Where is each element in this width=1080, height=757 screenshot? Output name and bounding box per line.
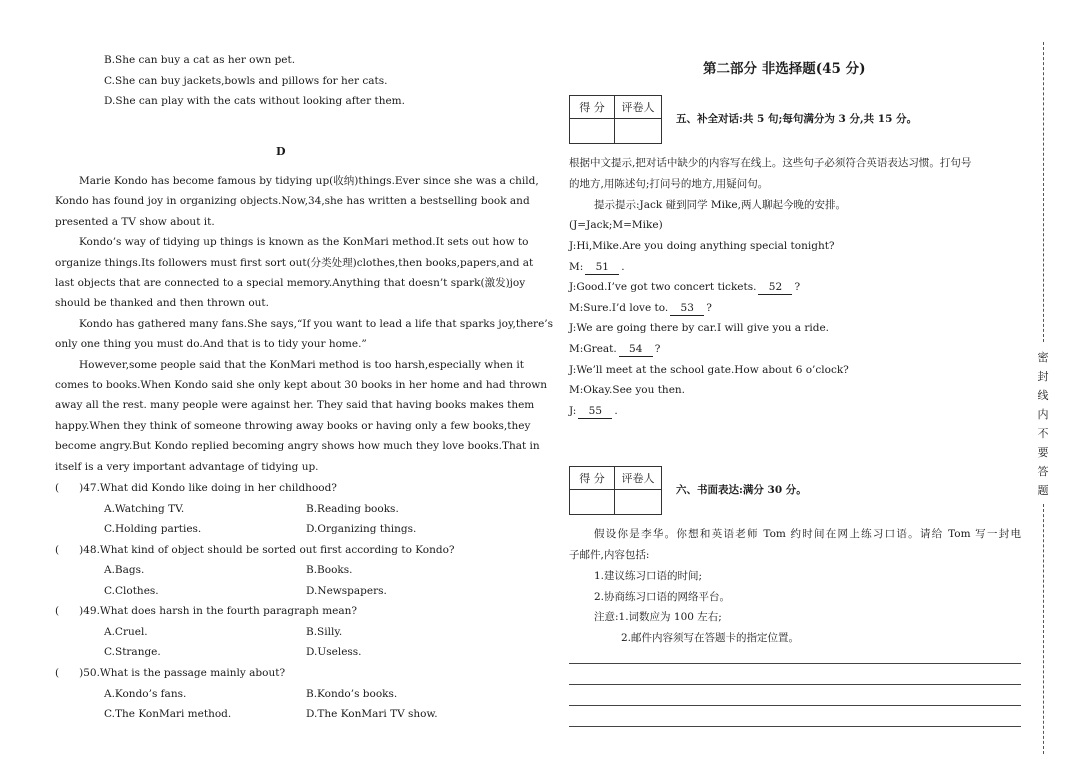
dialogue-line	[569, 239, 835, 253]
passage-section-letter: D	[276, 145, 286, 158]
answer-option[interactable]: D.Organizing things.	[306, 523, 417, 535]
seal-notice-char: 答	[1037, 465, 1049, 478]
section-6-body-line-1: 假设你是李华。你想和英语老师 Tom 约时间在网上练习口语。请给 Tom 写一封电	[594, 528, 1021, 540]
option-text: D.She can play with the cats without looking after them.	[104, 95, 405, 107]
section-6-point-1: 1.建议练习口语的时间;	[594, 570, 703, 582]
question-text: What is the passage mainly about?	[99, 667, 286, 680]
dialogue-punct: ?	[654, 343, 661, 355]
option-text: C.She can buy jackets,bowls and pillows for her cats.	[104, 74, 388, 87]
dialogue-text: J:Hi,Mike.Are you doing anything special tonight?	[569, 240, 835, 252]
dialogue-line	[569, 383, 685, 397]
passage-line: comes to books.When Kondo said she only kept about 30 books in her home and had thrown	[55, 379, 548, 391]
answer-bracket[interactable]: ( )48.	[55, 543, 100, 556]
dialogue-text: M:Sure.I’d love to.	[569, 301, 669, 314]
answer-blank[interactable]: 52	[758, 280, 792, 295]
dialogue-line	[569, 301, 712, 316]
seal-notice-char: 封	[1037, 370, 1049, 383]
dialogue-text: J:We are going there by car.I will give you a ride.	[569, 322, 830, 335]
dialogue-line	[569, 321, 829, 335]
dialogue-line	[569, 260, 625, 275]
section-6-note-1: 注意:1.词数应为 100 左右;	[594, 611, 722, 623]
question-stem	[55, 481, 337, 495]
grader-label: 评卷人	[615, 467, 662, 490]
answer-option[interactable]: C.Holding parties.	[104, 523, 202, 535]
answer-option[interactable]: C.Strange.	[104, 646, 161, 659]
question-stem	[55, 543, 455, 557]
question-text: What did Kondo like doing in her childhood?	[99, 482, 337, 494]
section-5-hint: 提示提示:Jack 碰到同学 Mike,两人聊起今晚的安排。	[594, 199, 846, 211]
section-6-note-2: 2.邮件内容须写在答题卡的指定位置。	[621, 632, 800, 644]
passage-line: only one thing you must do.And that is to tidy your home.”	[55, 338, 367, 351]
section-5-roles: (J=Jack;M=Mike)	[569, 219, 663, 231]
dialogue-text: M:	[569, 260, 584, 273]
passage-line: However,some people said that the KonMari method is too harsh,especially when it	[79, 358, 524, 371]
seal-line-top	[1043, 42, 1044, 342]
section-6-title: 六、书面表达:满分 30 分。	[676, 484, 807, 496]
seal-notice-char: 题	[1037, 484, 1049, 497]
dialogue-punct: .	[614, 404, 618, 417]
answer-option[interactable]: C.Clothes.	[104, 584, 159, 597]
passage-line: away all the rest. many people were against her. They said that having books makes them	[55, 399, 535, 412]
section-6-point-2: 2.协商练习口语的网络平台。	[594, 591, 731, 603]
grader-field[interactable]	[615, 490, 662, 515]
answer-blank[interactable]: 53	[670, 301, 704, 316]
answer-option[interactable]: D.Useless.	[306, 646, 362, 659]
seal-notice-char: 不	[1037, 427, 1049, 440]
dialogue-punct: .	[621, 260, 625, 273]
passage-line: presented a TV show about it.	[55, 215, 215, 228]
passage-line: organize things.Its followers must first sort out(分类处理)clothes,then books,papers,and at	[55, 256, 534, 269]
passage-line: Marie Kondo has become famous by tidying up(收纳)things.Ever since she was a child,	[79, 175, 539, 187]
answer-bracket[interactable]: ( )47.	[55, 482, 100, 494]
passage-line: Kondo has found joy in organizing objects.Now,34,she has written a bestselling book and	[55, 195, 530, 208]
dialogue-punct: ?	[706, 301, 712, 314]
answer-option[interactable]: B.Books.	[306, 564, 353, 577]
answer-option[interactable]: D.The KonMari TV show.	[306, 708, 438, 721]
question-text: What kind of object should be sorted out first according to Kondo?	[99, 543, 455, 556]
dialogue-text: J:	[569, 404, 577, 417]
answer-option[interactable]: A.Cruel.	[104, 625, 148, 638]
seal-notice-char: 内	[1037, 408, 1049, 421]
section-6-body-line-2: 子邮件,内容包括:	[569, 549, 650, 561]
seal-notice-char: 线	[1037, 389, 1049, 402]
answer-option[interactable]: C.The KonMari method.	[104, 708, 232, 721]
question-stem	[55, 666, 285, 680]
answer-option[interactable]: A.Bags.	[104, 564, 145, 577]
score-label: 得 分	[570, 96, 615, 119]
answer-blank[interactable]: 55	[578, 404, 612, 419]
writing-line[interactable]	[569, 705, 1021, 706]
section-5-instruction-line-1: 根据中文提示,把对话中缺少的内容写在线上。这些句子必须符合英语表达习惯。打句号	[569, 157, 972, 169]
answer-blank[interactable]: 51	[585, 260, 619, 275]
answer-bracket[interactable]: ( )50.	[55, 667, 100, 680]
passage-line: last objects that are connected to a special memory.Anything that doesn’t spark(激发)joy	[55, 277, 526, 289]
grader-label: 评卷人	[615, 96, 662, 119]
dialogue-punct: ?	[794, 281, 801, 294]
score-field[interactable]	[570, 119, 615, 144]
seal-notice-char: 要	[1037, 446, 1049, 459]
passage-line: itself is a very important advantage of tidying up.	[55, 460, 319, 473]
score-field[interactable]	[570, 490, 615, 515]
dialogue-text: M:Great.	[569, 343, 617, 355]
passage-line: happy.When they think of someone throwing away books or having only a few books,they	[55, 419, 531, 432]
section-5-title: 五、补全对话:共 5 句;每句满分为 3 分,共 15 分。	[676, 113, 918, 125]
seal-line-bottom	[1043, 504, 1044, 754]
part-two-title: 第二部分 非选择题(45 分)	[703, 61, 866, 77]
answer-bracket[interactable]: ( )49.	[55, 605, 100, 618]
answer-option[interactable]: B.Reading books.	[306, 502, 399, 515]
writing-line[interactable]	[569, 684, 1021, 685]
question-stem	[55, 604, 357, 618]
dialogue-text: M:Okay.See you then.	[569, 384, 686, 397]
answer-blank[interactable]: 54	[619, 342, 653, 357]
writing-line[interactable]	[569, 663, 1021, 664]
section-5-instruction-line-2: 的地方,用陈述句;打问号的地方,用疑问句。	[569, 178, 769, 190]
answer-option[interactable]: A.Watching TV.	[104, 502, 185, 515]
question-text: What does harsh in the fourth paragraph mean?	[99, 605, 358, 618]
dialogue-line	[569, 363, 849, 377]
passage-line: Kondo has gathered many fans.She says,“If you want to lead a life that sparks joy,there’s	[79, 317, 554, 330]
writing-line[interactable]	[569, 726, 1021, 727]
answer-option[interactable]: B.Silly.	[306, 625, 343, 638]
score-box-section-6	[569, 466, 662, 515]
seal-notice-char: 密	[1037, 351, 1049, 364]
score-label: 得 分	[570, 467, 615, 490]
score-box-section-5	[569, 95, 662, 144]
answer-option[interactable]: D.Newspapers.	[306, 584, 387, 597]
passage-line: Kondo’s way of tidying up things is known as the KonMari method.It sets out how to	[79, 236, 529, 249]
dialogue-line	[569, 280, 800, 295]
passage-line: become angry.But Kondo replied becoming angry shows how much they love books.That in	[55, 440, 540, 453]
dialogue-line	[569, 404, 618, 419]
passage-line: should be thanked and then thrown out.	[55, 297, 269, 310]
answer-option[interactable]: A.Kondo’s fans.	[104, 687, 187, 700]
dialogue-text: J:Good.I’ve got two concert tickets.	[569, 281, 757, 294]
dialogue-text: J:We’ll meet at the school gate.How about 6 o’clock?	[569, 363, 849, 376]
dialogue-line	[569, 342, 660, 357]
grader-field[interactable]	[615, 119, 662, 144]
option-text: B.She can buy a cat as her own pet.	[104, 54, 296, 66]
answer-option[interactable]: B.Kondo’s books.	[306, 687, 398, 700]
